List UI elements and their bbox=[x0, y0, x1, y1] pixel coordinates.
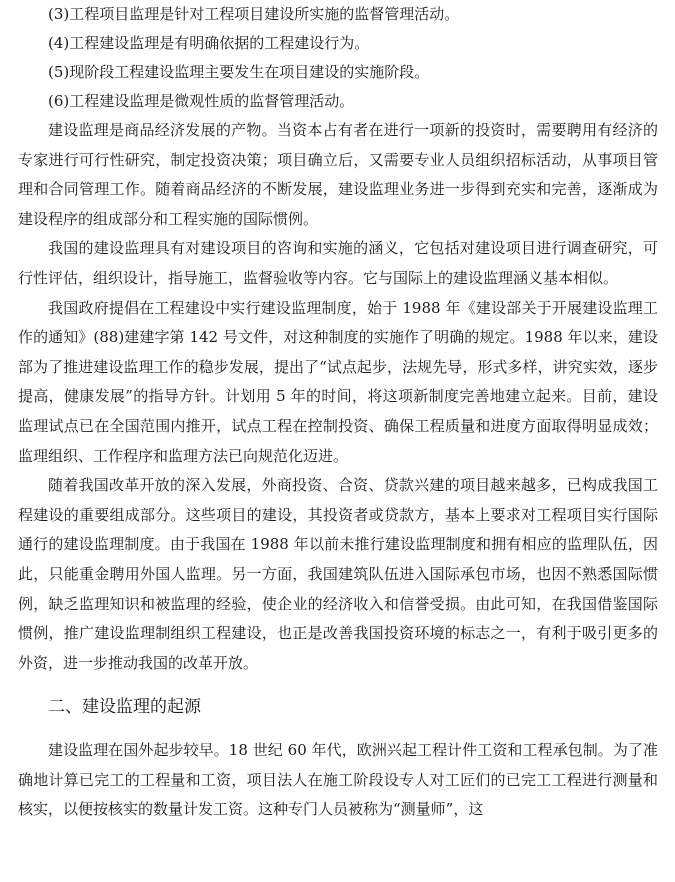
list-item: (4)工程建设监理是有明确依据的工程建设行为。 bbox=[48, 34, 370, 52]
list-item: (6)工程建设监理是微观性质的监督管理活动。 bbox=[48, 92, 355, 110]
paragraph-origin-of-supervision: 建设监理是商品经济发展的产物。当资本占有者在进行一项新的投资时，需要聘用有经济的专家进行可行性研究，制定投资决策；项目确立后，又需要专业人员组织招标活动，从事项目管理和合同管理工作。随着商品经济的不断发展，建设监理业务进一步得到充实和完善，逐渐成为建设程序的组成部分和工程实施的国际惯例。 bbox=[18, 121, 658, 228]
document-page bbox=[18, 0, 658, 825]
feature-list bbox=[18, 0, 658, 116]
list-item: (5)现阶段工程建设监理主要发生在项目建设的实施阶段。 bbox=[48, 63, 430, 81]
paragraph-government-policy: 我国政府提倡在工程建设中实行建设监理制度，始于 1988 年《建设部关于开展建设监理工作的通知》(88)建建字第 142 号文件，对这种制度的实施作了明确的规定。1988 年以来，建设部为了推进建设监理工作的稳步发展，提出了“试点起步，法规先导，形式多样，讲究实效，逐步提高，健康发展”的指导方针。计划用 5 年的时间，将这项新制度完善地建立起来。目前，建设监理试点已在全国范围内推开，试点工程在控制投资、确保工程质量和进度方面取得明显成效；监理组织、工作程序和监理方法已向规范化迈进。 bbox=[18, 298, 658, 465]
paragraph-reform-opening: 随着我国改革开放的深入发展，外商投资、合资、贷款兴建的项目越来越多，已构成我国工程建设的重要组成部分。这些项目的建设，其投资者或贷款方，基本上要求对工程项目实行国际通行的建设监理制度。由于我国在 1988 年以前未推行建设监理制度和拥有相应的监理队伍，因此，只能重金聘用外国人监理。另一方面，我国建筑队伍进入国际承包市场，也因不熟悉国际惯例，缺乏监理知识和被监理的经验，使企业的经济收入和信誉受损。由此可知，在我国借鉴国际惯例，推广建设监理制组织工程建设，也正是改善我国投资环境的标志之一，有利于吸引更多的外资，进一步推动我国的改革开放。 bbox=[18, 476, 658, 672]
list-item: (3)工程项目监理是针对工程项目建设所实施的监督管理活动。 bbox=[48, 5, 460, 23]
section-heading: 二、建设监理的起源 bbox=[48, 697, 201, 718]
paragraph-china-supervision-meaning: 我国的建设监理具有对建设项目的咨询和实施的涵义，它包括对建设项目进行调查研究，可行性评估，组织设计，指导施工，监督验收等内容。它与国际上的建设监理涵义基本相似。 bbox=[18, 239, 658, 287]
paragraph-foreign-origin: 建设监理在国外起步较早。18 世纪 60 年代，欧洲兴起工程计件工资和工程承包制。为了准确地计算已完工的工程量和工资，项目法人在施工阶段设专人对工匠们的已完工工程进行测量和核实，以便按核实的数量计发工资。这种专门人员被称为“测量师”，这 bbox=[18, 741, 658, 819]
